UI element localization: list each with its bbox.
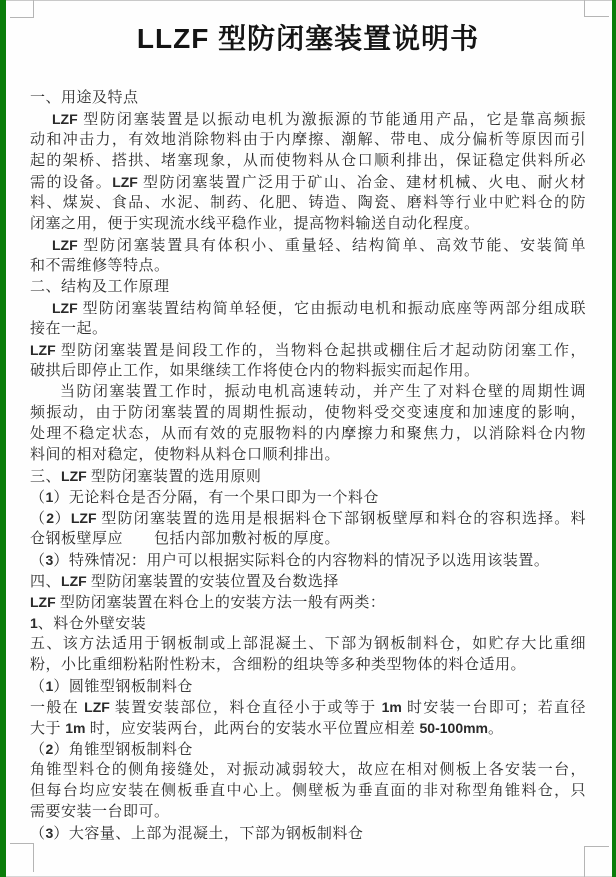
text-line: 处理不稳定状态，从而有效的克服物料的内摩擦力和聚焦力，以消除料仓内物 — [30, 426, 586, 442]
text-line: 接在一起。 — [30, 321, 108, 337]
text-line: 大于 1m 时，应安装两台，此两台的安装水平位置应相差 50-100mm。 — [30, 720, 504, 737]
latin-text: LZF — [52, 111, 78, 127]
text-line: （2）角锥型钢板制料仓 — [30, 741, 193, 758]
latin-text: 1 — [45, 489, 54, 505]
text-line: LZF 型防闭塞装置是以振动电机为激振源的节能通用产品，它是靠高频振 — [52, 111, 586, 128]
latin-text: 3 — [45, 825, 54, 841]
latin-text: LZF — [112, 174, 138, 190]
text-line: （3）大容量、上部为混凝土，下部为钢板制料仓 — [30, 825, 364, 842]
text-line: （1）圆锥型钢板制料仓 — [30, 678, 193, 695]
text-line: 需要安装一台即可。 — [30, 804, 170, 820]
latin-text: 1 — [45, 678, 54, 694]
text-line: 但每台均应安装在侧板垂直中心上。侧壁板为垂直面的非对称型角锥料仓，只 — [30, 783, 586, 799]
text-line: LZF 型防闭塞装置具有体积小、重量轻、结构简单、高效节能、安装简单 — [52, 237, 586, 254]
text-line: 粉，小比重细粉粘附性粉末，含细粉的组块等多种类型物体的料仓适用。 — [30, 657, 527, 673]
latin-text: LZF — [70, 510, 97, 526]
text-line: 五、该方法适用于钢板制或上部混凝土、下部为钢板制料仓，如贮存大比重细 — [30, 636, 586, 652]
latin-text: LZF — [52, 300, 78, 316]
text-line: 当防闭塞装置工作时，振动电机高速转动，并产生了对料仓壁的周期性调 — [60, 384, 586, 400]
text-line: 需的设备。LZF 型防闭塞装置广泛用于矿山、冶金、建材机械、火电、耐火材 — [30, 174, 586, 191]
text-line: LZF 型防闭塞装置在料仓上的安装方法一般有两类： — [30, 594, 386, 611]
text-line: 料、煤炭、食品、水泥、制药、化肥、铸造、陶瓷、磨料等行业中贮料仓的防 — [30, 195, 586, 211]
text-line: 闭塞之用，便于实现流水线平稳作业，提高物料输送自动化程度。 — [30, 216, 480, 232]
latin-text: 3 — [45, 552, 54, 568]
text-line: 仓钢板壁厚应 包括内部加敷衬板的厚度。 — [30, 531, 341, 547]
text-line: 四、LZF 型防闭塞装置的安装位置及台数选择 — [30, 573, 339, 590]
page-right-edge — [612, 0, 616, 877]
text-line: 和不需维修等特点。 — [30, 258, 170, 274]
latin-text: 1m — [65, 720, 86, 736]
text-line: 频振动，由于防闭塞装置的周期性振动，使物料受交变速度和加速度的影响， — [30, 405, 586, 421]
latin-text: LZF — [61, 468, 87, 484]
latin-text: 2 — [45, 741, 54, 757]
latin-text: 2 — [46, 510, 54, 526]
text-line: （2）LZF 型防闭塞装置的选用是根据料仓下部钢板壁厚和料仓的容积选择。料 — [30, 510, 586, 527]
crop-mark-top-left — [10, 0, 34, 18]
latin-text: LZF — [30, 594, 56, 610]
text-line: 料间的相对稳定，使物料从料仓口顺利排出。 — [30, 447, 341, 463]
latin-text: LZF — [30, 342, 56, 358]
text-line: 动和冲击力，有效地消除物料由于内摩擦、潮解、带电、成分偏析等原因而引 — [30, 132, 586, 148]
latin-text: 1m — [381, 699, 402, 715]
latin-text: LZF — [61, 573, 87, 589]
text-line: （3）特殊情况：用户可以根据实际料仓的内容物料的情况予以选用该装置。 — [30, 552, 550, 569]
latin-text: LZF — [52, 237, 78, 253]
page-title: LLZF 型防闭塞装置说明书 — [136, 23, 480, 54]
text-line: 起的架桥、搭拱、堵塞现象，从而使物料从仓口顺利排出，保证稳定供料所必 — [30, 153, 586, 169]
latin-text: 1 — [30, 615, 38, 631]
text-line: 1、料仓外壁安装 — [30, 615, 147, 632]
text-line: 破拱后即停止工作，如果继续工作将使仓内的物料振实而起作用。 — [30, 363, 480, 379]
crop-mark-bottom-right — [584, 846, 609, 877]
page-top-edge — [6, 0, 612, 1]
latin-text: LZF — [84, 699, 110, 715]
document-body — [30, 88, 586, 844]
latin-text: 50-100mm — [419, 720, 489, 736]
text-line: 二、结构及工作原理 — [30, 279, 170, 295]
text-line: 一般在 LZF 装置安装部位，料仓直径小于或等于 1m 时安装一台即可；若直径 — [30, 699, 586, 716]
crop-mark-bottom-left — [10, 843, 34, 872]
crop-mark-top-right — [584, 0, 609, 17]
text-line: LZF 型防闭塞装置结构简单轻便，它由振动电机和振动底座等两部分组成联 — [52, 300, 586, 317]
page-left-edge — [0, 0, 6, 877]
text-line: （1）无论料仓是否分隔，有一个果口即为一个料仓 — [30, 489, 379, 506]
text-line: LZF 型防闭塞装置是间段工作的，当物料仓起拱或棚住后才起动防闭塞工作， — [30, 342, 586, 359]
text-line: 三、LZF 型防闭塞装置的选用原则 — [30, 468, 262, 485]
text-line: 一、用途及特点 — [30, 90, 139, 106]
text-line: 角锥型料仓的侧角接缝处，对振动减弱较大，故应在相对侧板上各安装一台， — [30, 762, 586, 778]
